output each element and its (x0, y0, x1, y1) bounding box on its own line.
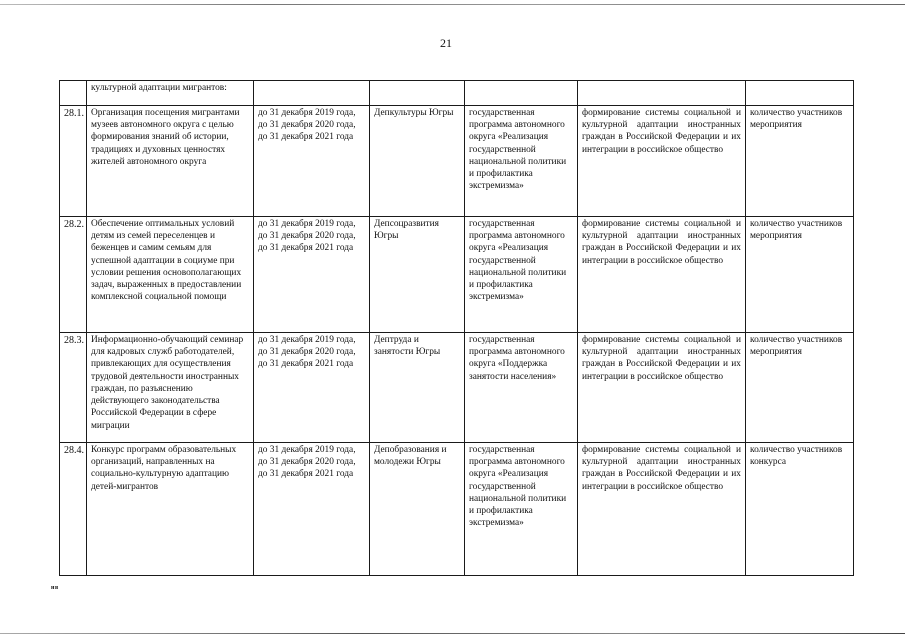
scan-edge-bottom (0, 633, 905, 634)
table-row (60, 333, 854, 443)
table-row (60, 106, 854, 217)
table-row-continuation (60, 81, 854, 106)
cell-deadline: до 31 декабря 2019 года, до 31 декабря 2020 года, до 31 декабря 2021 года (254, 217, 370, 333)
cell-responsible: Депкультуры Югры (370, 106, 465, 217)
cell-responsible (370, 81, 465, 106)
cell-deadline (254, 81, 370, 106)
cell-num: 28.4. (60, 443, 87, 576)
cell-activity: Информационно-обучающий семинар для кадровых служб работодателей, привлекающих для осуществления трудовой деятельности иностранных граждан, по разъяснению действующего законодательства Российской Федерации в сфере миграции (87, 333, 254, 443)
cell-deadline: до 31 декабря 2019 года, до 31 декабря 2020 года, до 31 декабря 2021 года (254, 443, 370, 576)
table-row (60, 443, 854, 576)
cell-goal: формирование системы социальной и культурной адаптации иностранных граждан в Российской Федерации и их интеграции в российское общество (578, 106, 746, 217)
cell-activity: Обеспечение оптимальных условий детям из семей переселенцев и беженцев и самим семьям для успешной адаптации в социуме при условии решения основополагающих задач, выраженных в предоставлении комплексной социальной помощи (87, 217, 254, 333)
cell-indicator: количество участников конкурса (746, 443, 854, 576)
cell-goal (578, 81, 746, 106)
cell-indicator (746, 81, 854, 106)
cell-deadline: до 31 декабря 2019 года, до 31 декабря 2020 года, до 31 декабря 2021 года (254, 106, 370, 217)
cell-program: государственная программа автономного округа «Поддержка занятости населения» (465, 333, 578, 443)
cell-num: 28.1. (60, 106, 87, 217)
cell-activity: Конкурс программ образовательных организаций, направленных на социально-культурную адаптацию детей-мигрантов (87, 443, 254, 576)
cell-num: 28.3. (60, 333, 87, 443)
table-row (60, 217, 854, 333)
page-number: 21 (440, 36, 452, 50)
cell-program: государственная программа автономного округа «Реализация государственной национальной политики и профилактика экстремизма» (465, 217, 578, 333)
cell-indicator: количество участников мероприятия (746, 217, 854, 333)
cell-num (60, 81, 87, 106)
cell-responsible: Депсоцразвития Югры (370, 217, 465, 333)
measures-table (59, 80, 854, 576)
cell-deadline: до 31 декабря 2019 года, до 31 декабря 2020 года, до 31 декабря 2021 года (254, 333, 370, 443)
cell-program: государственная программа автономного округа «Реализация государственной национальной политики и профилактика экстремизма» (465, 106, 578, 217)
cell-responsible: Депобразования и молодежи Югры (370, 443, 465, 576)
cell-program (465, 81, 578, 106)
cell-goal: формирование системы социальной и культурной адаптации иностранных граждан в Российской Федерации и их интеграции в российское общество (578, 333, 746, 443)
footer-mark: нв (51, 585, 59, 591)
cell-activity: Организация посещения мигрантами музеев автономного округа с целью формирования знаний об истории, традициях и духовных ценностях жителей автономного округа (87, 106, 254, 217)
cell-num: 28.2. (60, 217, 87, 333)
cell-responsible: Дептруда и занятости Югры (370, 333, 465, 443)
cell-program: государственная программа автономного округа «Реализация государственной национальной политики и профилактика экстремизма» (465, 443, 578, 576)
cell-indicator: количество участников мероприятия (746, 106, 854, 217)
cell-goal: формирование системы социальной и культурной адаптации иностранных граждан в Российской Федерации и их интеграции в российское общество (578, 443, 746, 576)
cell-indicator: количество участников мероприятия (746, 333, 854, 443)
cell-activity: культурной адаптации мигрантов: (87, 81, 254, 106)
scan-edge-top (0, 4, 905, 5)
cell-goal: формирование системы социальной и культурной адаптации иностранных граждан в Российской Федерации и их интеграции в российское общество (578, 217, 746, 333)
